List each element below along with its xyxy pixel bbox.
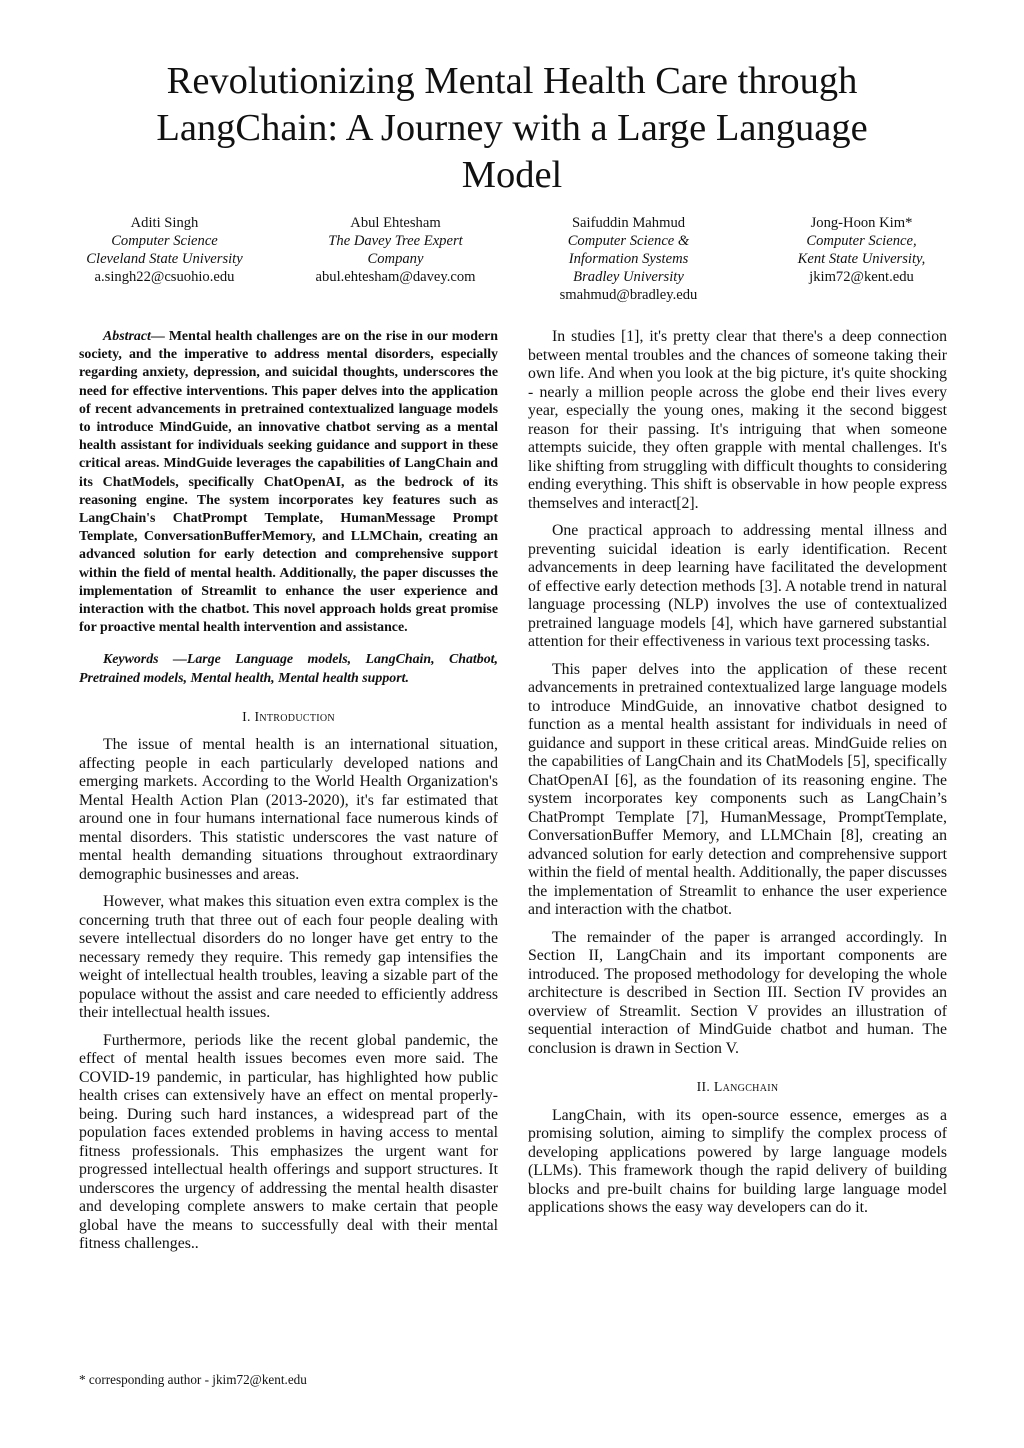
title-line: Revolutionizing Mental Health Care through: [166, 60, 858, 102]
author-affiliation: Computer Science &: [567, 233, 690, 249]
author-email: smahmud@bradley.edu: [559, 287, 698, 303]
section-heading-langchain: [528, 1078, 947, 1097]
paragraph: The remainder of the paper is arranged accordingly. In Section II, LangChain and its important components are introduced. The proposed methodology for developing the whole architecture is described in Section III. Section IV provides an overview of Streamlit. Section V provides an illustration of sequential interaction of MindGuide chatbot and human. The conclusion is drawn in Section V.: [528, 928, 947, 1057]
author-affiliation: The Davey Tree Expert: [328, 233, 463, 249]
paragraph: Furthermore, periods like the recent global pandemic, the effect of mental health issues becomes even more said. The COVID-19 pandemic, in particular, has highlighted how public health crises can extensively have an effect on mental properly-being. During such hard instances, a widespread part of the population faces extended problems in having access to mental fitness professionals. This emphasizes the urgent want for progressed intellectual health offerings and support structures. It underscores the urgency of addressing the mental health disaster and developing complete answers to make certain that people global have the means to successfully deal with their mental fitness challenges..: [79, 1031, 498, 1253]
keywords: [79, 651, 498, 687]
author-name: Jong-Hoon Kim*: [810, 215, 913, 231]
paragraph: LangChain, with its open-source essence, emerges as a promising solution, aiming to simplify the complex process of developing applications powered by large language models (LLMs). This framework though the rapid delivery of building blocks and pre-built chains for building large language model applications shows the easy way developers can do it.: [528, 1106, 947, 1216]
section-heading-introduction: [79, 708, 498, 727]
author-email: jkim72@kent.edu: [809, 269, 914, 285]
section-number: I.: [242, 708, 251, 724]
author-block: [759, 214, 964, 286]
title-line: LangChain: A Journey with a Large Language: [156, 107, 868, 149]
paragraph: One practical approach to addressing mental illness and preventing suicidal ideation is early identification. Recent advancements in deep learning have facilitated the development of effective early detection methods [3]. A notable trend in natural language processing (NLP) involves the use of contextualized pretrained language models [4], which have garnered substantial attention for their effectiveness in various text processing tasks.: [528, 522, 947, 650]
paragraph: In studies [1], it's pretty clear that there's a deep connection between mental troubles and the chances of someone taking their own life. And when you look at the big picture, it's quite shocking - nearly a million people across the globe end their lives every year, especially the young ones, making it the second biggest reason for their passing. It's intriguing that when someone attempts suicide, they often grapple with mental challenges. It's like shifting from struggling with difficult thoughts to considering ending everything. This shift is observable in how people express themselves and interact[2].: [528, 328, 947, 512]
author-name: Saifuddin Mahmud: [571, 215, 686, 231]
section-number: II.: [696, 1079, 711, 1094]
author-block: [526, 214, 731, 304]
author-block: [62, 214, 267, 286]
right-column: [528, 328, 947, 1227]
paragraph: However, what makes this situation even extra complex is the concerning truth that three out of each four people dealing with severe intellectual disorders do no longer have get entry to the necessary remedy they require. This remedy gap intensifies the weight of intellectual health troubles, leaving a sizable part of the populace without the assist and care needed to efficiently address their intellectual health issues.: [79, 893, 498, 1022]
paper-title: [90, 58, 934, 199]
author-affiliation: Information Systems: [568, 251, 689, 267]
section-title: Introduction: [254, 708, 335, 724]
footnote: * corresponding author - jkim72@kent.edu: [79, 1372, 307, 1387]
abstract: [79, 328, 498, 637]
abstract-label: Abstract: [103, 329, 151, 344]
abstract-text: Mental health challenges are on the rise in our modern society, and the imperative to address mental disorders, especially regarding anxiety, depression, and suicidal thoughts, underscores the need for effective interventions. This paper delves into the application of recent advancements in pretrained contextualized language models to introduce MindGuide, an innovative chatbot serving as a mental health assistant for individuals seeking guidance and support in these critical areas. MindGuide leverages the capabilities of LangChain and its ChatModels, specifically ChatOpenAI, as the bedrock of its reasoning engine. The system incorporates key features such as LangChain's ChatPrompt Template, HumanMessage Prompt Template, ConversationBufferMemory, and LLMChain, creating an advanced solution for early detection and comprehensive support within the field of mental health. Additionally, the paper discusses the implementation of Streamlit to enhance the user experience and interaction with the chatbot. This novel approach holds great promise for proactive mental health intervention and assistance.: [79, 329, 498, 636]
author-affiliation: Company: [367, 251, 424, 267]
author-affiliation: Computer Science: [111, 233, 218, 249]
author-email: a.singh22@csuohio.edu: [94, 269, 235, 285]
keywords-label: Keywords: [103, 652, 159, 668]
abstract-dash: —: [150, 329, 165, 344]
author-affiliation: Cleveland State University: [86, 251, 243, 267]
section-title: Langchain: [713, 1079, 779, 1094]
author-affiliation: Computer Science,: [806, 233, 917, 249]
author-name: Abul Ehtesham: [350, 215, 441, 231]
title-line: Model: [461, 154, 563, 196]
author-email: abul.ehtesham@davey.com: [315, 269, 476, 285]
paragraph: This paper delves into the application of these recent advancements in pretrained contextualized large language models to introduce MindGuide, an innovative chatbot designed to function as a mental health assistant for individuals in need of guidance and support in these critical areas. MindGuide relies on the capabilities of LangChain and its ChatModels [5], specifically ChatOpenAI [6], as the foundation of its reasoning engine. The system incorporates key components such as LangChain’s ChatPrompt Template [7], HumanMessage, PromptTemplate, ConversationBuffer Memory, and LLMChain [8], creating an advanced solution for early detection and comprehensive support within the field of mental health. Additionally, the paper discusses the implementation of Streamlit to enhance the user experience and interaction with the chatbot.: [528, 660, 947, 918]
author-block: [293, 214, 498, 286]
keywords-text: —Large Language models, LangChain, Chatbot, Pretrained models, Mental health, Mental health support.: [79, 652, 498, 686]
author-affiliation: Bradley University: [573, 269, 684, 285]
author-name: Aditi Singh: [130, 215, 199, 231]
paragraph: The issue of mental health is an international situation, affecting people in each particularly developed nations and emerging markets. According to the World Health Organization's Mental Health Action Plan (2013-2020), it's far estimated that around one in four humans international face numerous kinds of mental disorders. This statistic underscores the vast nature of mental health demanding situations throughout extraordinary demographic businesses and areas.: [79, 736, 498, 883]
left-column: [79, 328, 498, 1263]
author-affiliation: Kent State University,: [797, 251, 926, 267]
